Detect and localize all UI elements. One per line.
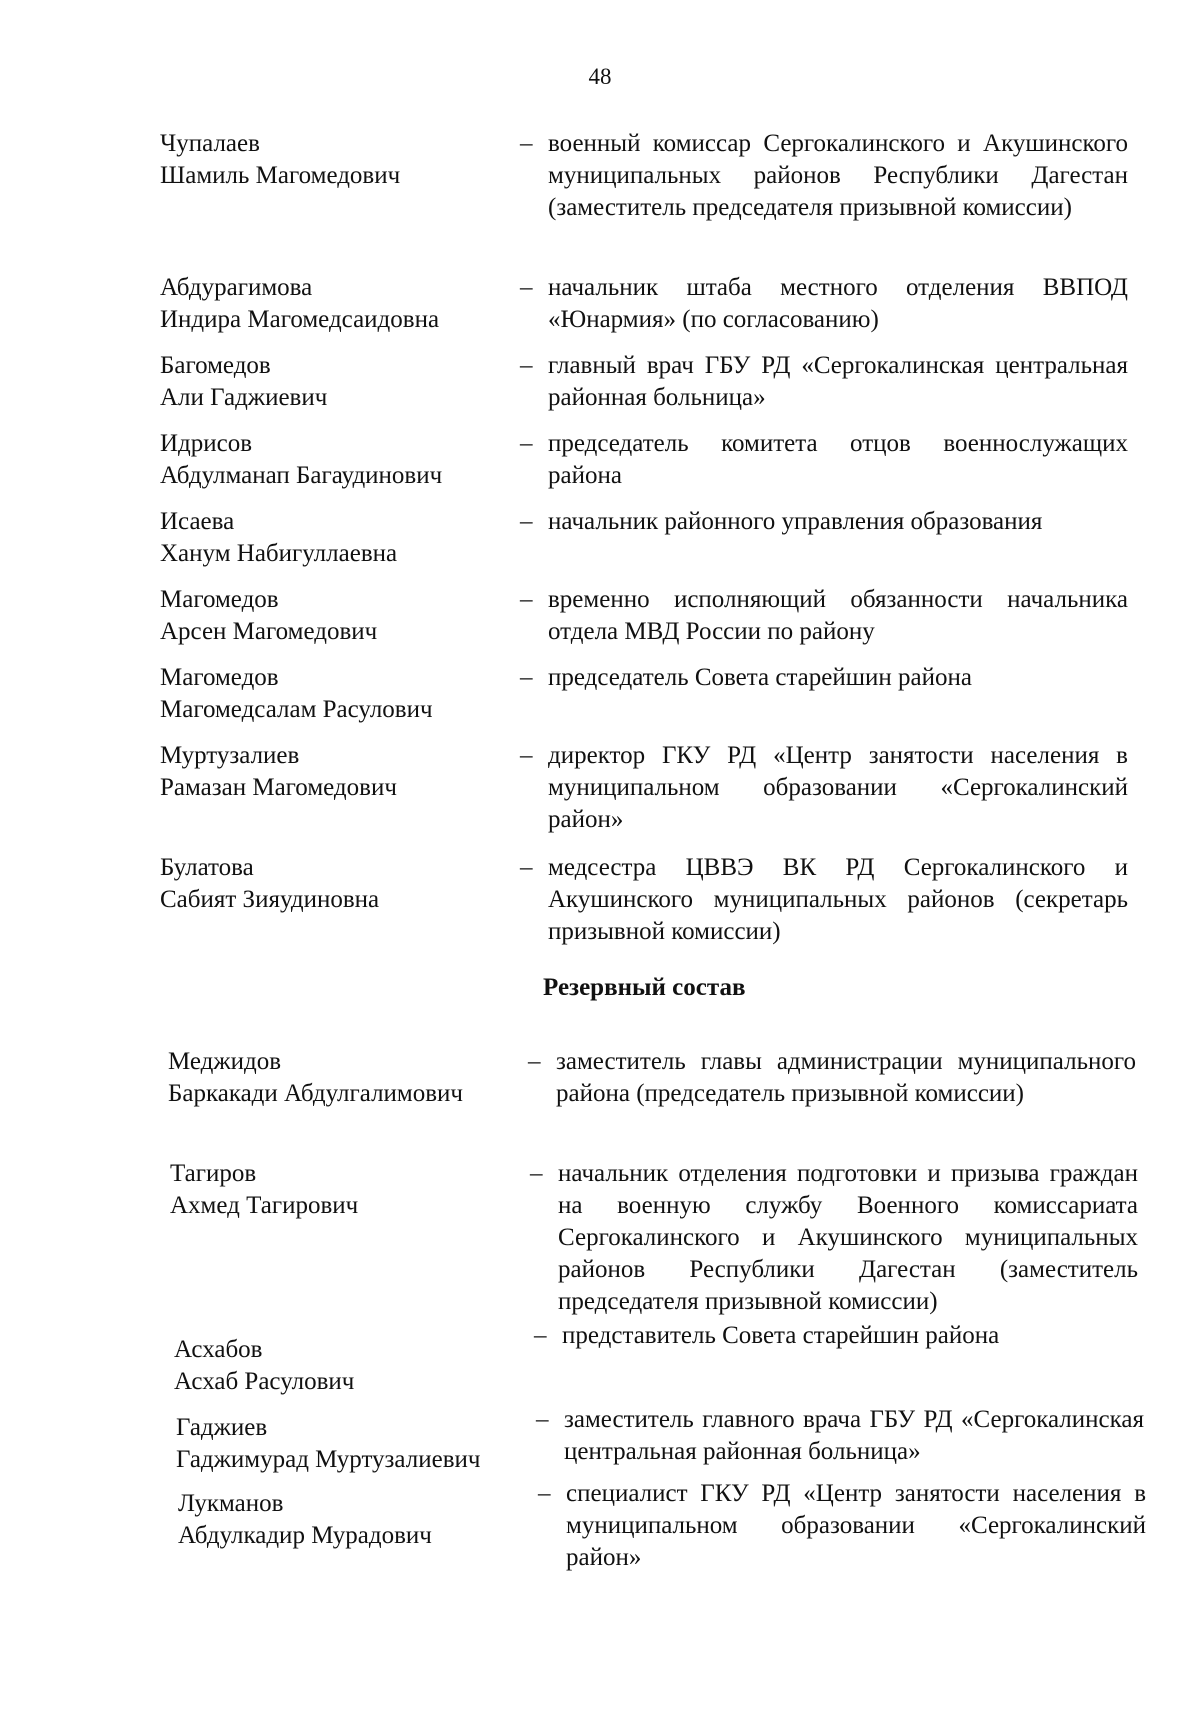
dash: –	[538, 1480, 551, 1507]
member-surname: Чупалаев	[160, 130, 260, 157]
dash: –	[520, 664, 533, 691]
dash: –	[520, 352, 533, 379]
member-given-name: Абдулкадир Мурадович	[178, 1522, 432, 1549]
member-role: временно исполняющий обязанности начальника отдела МВД России по району	[548, 586, 1128, 645]
member-name	[160, 852, 510, 916]
member-name	[170, 1158, 520, 1222]
member-surname: Исаева	[160, 508, 235, 535]
member-name	[160, 584, 510, 648]
member-name	[178, 1488, 528, 1552]
member-role: начальник штаба местного отделения ВВПОД «Юнармия» (по согласованию)	[548, 274, 1128, 333]
member-role: председатель комитета отцов военнослужащих района	[548, 430, 1128, 489]
member-role: специалист ГКУ РД «Центр занятости населения в муниципальном образовании «Сергокалинский район»	[566, 1480, 1146, 1571]
member-surname: Булатова	[160, 854, 254, 881]
dash: –	[520, 130, 533, 157]
member-surname: Муртузалиев	[160, 742, 300, 769]
member-given-name: Рамазан Магомедович	[160, 774, 397, 801]
member-given-name: Али Гаджиевич	[160, 384, 328, 411]
member-given-name: Абдулманап Багаудинович	[160, 462, 443, 489]
dash: –	[528, 1048, 541, 1075]
member-role: начальник отделения подготовки и призыва граждан на военную службу Военного комиссариата Сергокалинского и Акушинского муниципальных районов Республики Дагестан (заместитель председателя призывной комиссии)	[558, 1160, 1138, 1315]
member-name	[174, 1334, 524, 1398]
member-name	[160, 662, 510, 726]
member-name	[176, 1412, 526, 1476]
page-number: 48	[588, 64, 612, 89]
member-name	[168, 1046, 518, 1110]
member-role: директор ГКУ РД «Центр занятости населения в муниципальном образовании «Сергокалинский район»	[548, 742, 1128, 833]
member-surname: Багомедов	[160, 352, 271, 379]
member-surname: Лукманов	[178, 1490, 284, 1517]
member-given-name: Шамиль Магомедович	[160, 162, 401, 189]
member-given-name: Арсен Магомедович	[160, 618, 378, 645]
member-given-name: Баркакади Абдулгалимович	[168, 1080, 464, 1107]
dash: –	[530, 1160, 543, 1187]
member-given-name: Асхаб Расулович	[174, 1368, 355, 1395]
member-name	[160, 128, 510, 192]
member-name	[160, 272, 510, 336]
member-given-name: Ахмед Тагирович	[170, 1192, 359, 1219]
dash: –	[520, 742, 533, 769]
dash: –	[536, 1406, 549, 1433]
dash: –	[520, 586, 533, 613]
member-role: медсестра ЦВВЭ ВК РД Сергокалинского и Акушинского муниципальных районов (секретарь призывной комиссии)	[548, 854, 1128, 945]
reserve-section-title: Резервный состав	[543, 974, 746, 1001]
member-given-name: Индира Магомедсаидовна	[160, 306, 440, 333]
member-surname: Меджидов	[168, 1048, 282, 1075]
member-surname: Асхабов	[174, 1336, 263, 1363]
member-name	[160, 428, 510, 492]
member-surname: Идрисов	[160, 430, 253, 457]
dash: –	[520, 430, 533, 457]
member-given-name: Сабият Зияудиновна	[160, 886, 380, 913]
member-surname: Тагиров	[170, 1160, 257, 1187]
member-role: представитель Совета старейшин района	[562, 1322, 1000, 1349]
member-role: начальник районного управления образования	[548, 508, 1043, 535]
member-given-name: Гаджимурад Муртузалиевич	[176, 1446, 481, 1473]
member-surname: Магомедов	[160, 664, 279, 691]
dash: –	[520, 274, 533, 301]
member-name	[160, 350, 510, 414]
member-role: военный комиссар Сергокалинского и Акушинского муниципальных районов Республики Дагестан (заместитель председателя призывной комиссии)	[548, 130, 1128, 221]
dash: –	[520, 508, 533, 535]
member-role: главный врач ГБУ РД «Сергокалинская центральная районная больница»	[548, 352, 1128, 411]
member-role: заместитель главы администрации муниципального района (председатель призывной комиссии)	[556, 1048, 1136, 1107]
dash: –	[520, 854, 533, 881]
member-name	[160, 506, 510, 570]
member-given-name: Ханум Набигуллаевна	[160, 540, 398, 567]
member-given-name: Магомедсалам Расулович	[160, 696, 433, 723]
member-name	[160, 740, 510, 804]
dash: –	[534, 1322, 547, 1349]
member-surname: Магомедов	[160, 586, 279, 613]
member-role: председатель Совета старейшин района	[548, 664, 972, 691]
member-role: заместитель главного врача ГБУ РД «Сергокалинская центральная районная больница»	[564, 1406, 1144, 1465]
member-surname: Гаджиев	[176, 1414, 268, 1441]
member-surname: Абдурагимова	[160, 274, 313, 301]
